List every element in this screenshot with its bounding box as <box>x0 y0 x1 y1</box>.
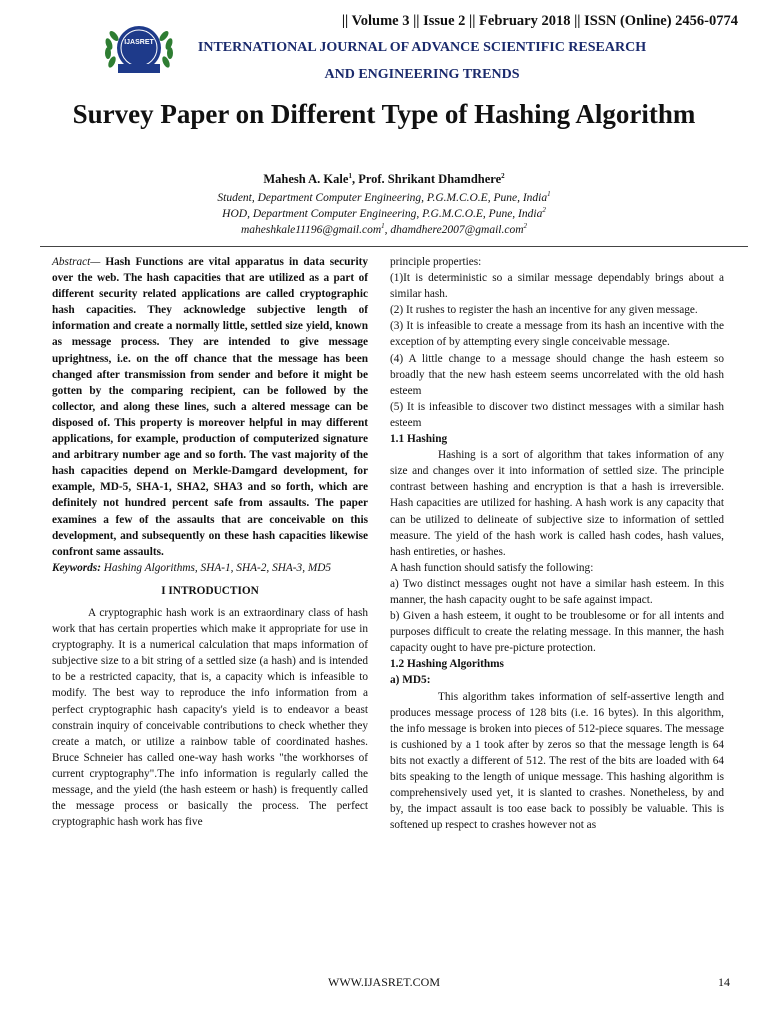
email-separator: , <box>384 224 391 236</box>
author-separator: , <box>351 172 359 186</box>
emails <box>0 222 768 239</box>
section-heading-introduction: I INTRODUCTION <box>161 584 259 597</box>
property-item: (5) It is infeasible to discover two distinct messages with a similar hash esteem <box>390 400 724 429</box>
abstract <box>52 254 368 560</box>
affiliation-2-text: HOD, Department Computer Engineering, P.G.M.C.O.E, Pune, India <box>222 208 543 220</box>
subsection-heading-algorithms: 1.2 Hashing Algorithms <box>390 658 504 671</box>
svg-text:IJASRET: IJASRET <box>124 39 154 46</box>
keywords-label: Keywords: <box>52 561 101 574</box>
email-1[interactable]: maheshkale11196@gmail.com <box>240 224 382 236</box>
keywords <box>52 560 368 576</box>
volume-issue-line: || Volume 3 || Issue 2 || February 2018 || ISSN (Online) 2456-0774 <box>341 13 738 29</box>
hashing-paragraph: Hashing is a sort of algorithm that takes information of any size and changes over it into information of settled size. The principle contrast between hashing and encryption is that a hash is irreversible. Hash capacities are utilized for hashing. A hash work is any capacity that can be utilized to delineate of subjective size to information of settled measure. The yield of the hash work is called hash codes, hash values, hash entireties, or hashes. <box>390 449 724 558</box>
paper-title: Survey Paper on Different Type of Hashing Algorithm <box>72 99 696 129</box>
introduction-paragraph: A cryptographic hash work is an extraordinary class of hash work that has certain properties which make it appropriate for use in cryptography. It is a numerical calculation that maps information of subjective size to a bit string of a settled size (a hash) and is intended to be a restricted capacity, that is, a capacity which is infeasible to modify. The best way to reproduce the info information from a perfect cryptographic hash capacity's yield is to endeavor a beast constrain inquiry of conceivable contributions to check whether they create a match, or utilize a rainbow table of coordinated hashes. Bruce Schneier has called one-way hash works "the workhorses of current cryptography".The info information is regularly called the message, and the yield (the hash esteem or hash) is frequently called the message process or basically the process. The perfect cryptographic hash work has five <box>52 606 368 829</box>
left-column <box>52 254 368 830</box>
property-item: (4) A little change to a message should change the hash esteem so broadly that the new hash esteem seems uncorrelated with the old hash esteem <box>390 352 724 397</box>
satisfy-item-b: b) Given a hash esteem, it ought to be troublesome or for all intents and purposes difficult to create the relating message. In this manner, the hash capacity ought to have pre-picture protection. <box>390 610 724 655</box>
md5-heading: a) MD5: <box>390 674 431 687</box>
abstract-label: Abstract— <box>52 256 101 268</box>
author-1: Mahesh A. Kale <box>263 172 349 186</box>
properties-lead-in: principle properties: <box>390 256 482 268</box>
right-column <box>390 254 724 833</box>
abstract-text: Hash Functions are vital apparatus in data security over the web. The hash capacities that are utilized as a part of different security related applications are called cryptographic hash capacities. They acknowledge subjective length of information and create a normally little, settled size yield, known as message process. They are intended to give message uprightness, i.e. on the off chance that the message has been changed after transmission from sender and before it might be gotten by the comparing recipient, can be followed by the collector, and along these lines, such a altered message can be disposed of. This property is moreover helpful in may different applications, for example, production of computerized signature and arbitrary number age and so forth. The vast majority of the hash capacities depend on Merkle-Damgard development, for example, MD-5, SHA-1, SHA2, SHA3 and so forth, which are definitely not hundred percent safe from assaults. The paper examines a few of the assaults that are conceivable on this development, and subsequently on these hash capacities likewise confront same assaults. <box>52 256 368 558</box>
property-item: (2) It rushes to register the hash an incentive for any given message. <box>390 304 698 317</box>
affiliation-1 <box>0 190 768 207</box>
page-number: 14 <box>718 975 730 989</box>
title-divider <box>40 246 748 247</box>
subsection-heading-hashing: 1.1 Hashing <box>390 433 448 446</box>
author-1-sup: 1 <box>348 171 352 180</box>
property-item: (1)It is deterministic so a similar message dependably brings about a similar hash. <box>390 272 724 301</box>
author-line <box>0 172 768 187</box>
satisfy-item-a: a) Two distinct messages ought not have a similar hash esteem. In this manner, the hash capacity ought to be safe against impact. <box>390 577 724 606</box>
journal-name-line1: INTERNATIONAL JOURNAL OF ADVANCE SCIENTIFIC RESEARCH <box>197 40 647 55</box>
journal-name-line2: AND ENGINEERING TRENDS <box>324 67 520 82</box>
author-2-sup: 2 <box>501 171 505 180</box>
email-1-sup: 1 <box>381 222 385 231</box>
affiliation-1-sup: 1 <box>547 190 551 199</box>
author-2: Prof. Shrikant Dhamdhere <box>358 172 502 186</box>
email-2-sup: 2 <box>523 222 527 231</box>
property-item: (3) It is infeasible to create a message from its hash an incentive with the exception of by attempting every single conceivable message. <box>390 320 724 349</box>
affiliation-2 <box>0 206 768 223</box>
md5-paragraph: This algorithm takes information of self-assertive length and produces message process of 128 bits (i.e. 16 bytes). In this algorithm, the info message is broken into pieces of 512-piece squares. The message is cushioned by a 1 took after by zeros so that the message length is 64 bits not exactly a different of 512. The rest of the bits are loaded with 64 bits speaking to the length of unique message. This hashing algorithm is comprehensively used yet, it is slanted to crashes. Nonetheless, by and by, the impact assault is too ease back to possibly be valuable. This is softened up respect to crashes however not as <box>390 690 724 832</box>
email-2[interactable]: dhamdhere2007@gmail.com <box>390 224 524 236</box>
keywords-text: Hashing Algorithms, SHA-1, SHA-2, SHA-3, MD5 <box>100 561 332 574</box>
footer-website[interactable]: WWW.IJASRET.COM <box>328 975 440 989</box>
affiliation-2-sup: 2 <box>542 206 546 215</box>
satisfy-intro: A hash function should satisfy the following: <box>390 561 594 574</box>
affiliation-1-text: Student, Department Computer Engineering, P.G.M.C.O.E, Pune, India <box>217 192 548 204</box>
